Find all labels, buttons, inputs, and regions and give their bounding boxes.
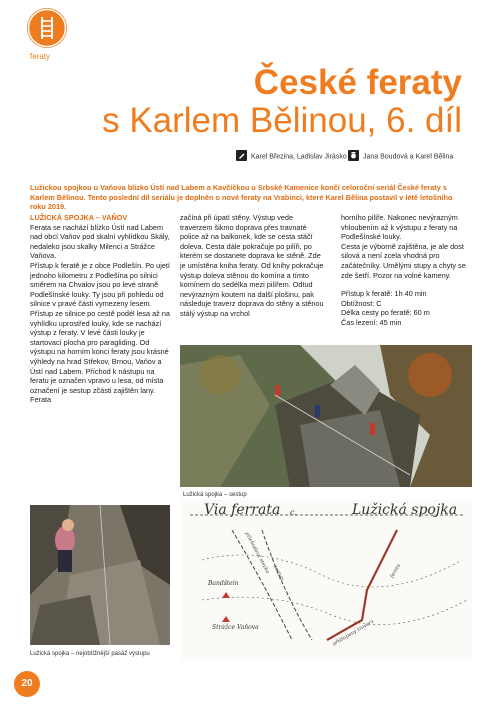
photo-hardest-section <box>30 505 170 645</box>
stat-difficulty: Obtížnost: C <box>341 298 382 308</box>
map-label-traverz: přístupový traverz <box>331 618 376 648</box>
photo-descent <box>180 345 472 487</box>
map-title-left: Via ferrata <box>204 502 281 518</box>
map-label-prichod: příchodová stezka <box>243 531 271 575</box>
pen-icon <box>236 150 247 163</box>
lead-paragraph: Lužickou spojkou u Vaňova blízko Ústí nad Labem a Kavčíčkou u Srbské Kamenice končí celoroční seriál České feraty s Karlem Bělinou. Tento poslední díl seriálu je doplněn o nové feraty na Vrabinci, které Karel Bělina postavil v létě letošního roku 2019. <box>30 183 453 211</box>
caption-photo-left: Lužická spojka – nejobtížnější pasáž výstupu <box>30 651 150 657</box>
article-column-3 <box>341 213 476 328</box>
photo-credit <box>348 150 453 163</box>
stat-approach: Přístup k feratě: 1h 40 min <box>341 289 427 299</box>
stat-time: Čas lezení: 45 min <box>341 317 402 327</box>
route-stats <box>341 289 476 327</box>
ladder-logo-icon <box>27 8 67 48</box>
caption-photo-right: Lužická spojka – sestup <box>183 492 247 498</box>
authors-text: Karel Březina, Ladislav Jirásko <box>251 153 347 161</box>
col3-paragraph: Cesta je výborně zajištěna, je ale dost silová a není zcela vhodná pro začátečníky. Umělými stupy a chyty se zde šetří. Pozor na volné kameny. <box>341 241 466 280</box>
page-number: 20 <box>14 671 40 697</box>
article-column-1 <box>30 213 170 405</box>
title-line-2: s Karlem Bělinou, 6. díl <box>102 101 462 140</box>
map-title-right: Lužická spojka <box>352 502 458 518</box>
map-label-ferata: ferata <box>389 562 402 580</box>
title-line-1: České feraty <box>253 63 462 102</box>
col3-paragraph: horního pilíře. Nakonec nevýrazným vhloubením až k výstupu z feraty na Podlešínské louky. <box>341 213 458 242</box>
article-subheading: LUŽICKÁ SPOJKA – VAŇOV <box>30 213 128 222</box>
authors-credit <box>236 150 347 163</box>
section-label: feraty <box>30 52 51 61</box>
article-title <box>102 64 462 140</box>
map-label-sestup: sestup <box>271 564 285 582</box>
route-map <box>182 500 472 660</box>
camera-icon <box>348 150 359 163</box>
col2-paragraph: začíná při úpatí stěny. Výstup vede traverzem šikmo doprava přes travnaté police až na balkonek, kde se cesta stáčí doleva. Cesta dále pokračuje po pilíři, po kterém se dostanete doprava ke stěně. Zde je umístěna kniha feraty. Od knihy pokračuje výstup doleva stěnou do komína a tímto komínem do sedélka mezi pilířem. Odtud nevýrazným koutem na další plošinu, pak následuje traverz doprava do stěny a stěnou stálý výstup na vrchol <box>180 213 324 318</box>
stat-length: Délka cesty po feratě: 60 m <box>341 308 430 318</box>
col1-paragraph: Přístup k feratě je z obce Podlešín. Po ujetí jednoho kilometru z Podlešína po silnici směrem na Chvalov jsou po levé straně Podlešínské louky. Ty jsou při pohledu od silnice v pravé části vymezeny lesem. Přístup ze silnice po cestě podél lesa až na vyhlídku uprostřed louky, kde se nachází výstup z feraty. V levé části louky je startovací plocha pro paragliding. Od výstupu na horním konci feraty jsou krásné výhledy na hrad Střekov, Brnou, Vaňov a Ústí nad Labem. Příchod k nástupu na feratu je označen vpravo u lesa, od místa označení je sestup zčásti zajištěn lany. Ferata <box>30 260 170 405</box>
article-column-2 <box>180 213 325 319</box>
map-label-bandstein: Bandštein <box>208 580 239 587</box>
col1-paragraph: Ferata se nachází blízko Ústí nad Labem nad obcí Vaňov pod skalní vyhlídkou Skály, nedaleko jsou skalky Milenci a Strážce Vaňova. <box>30 222 170 261</box>
photographers-text: Jana Boudová a Karel Bělina <box>363 153 454 161</box>
map-label-strazce: Strážce Vaňova <box>212 624 259 631</box>
map-title-mid: c. <box>290 508 298 517</box>
